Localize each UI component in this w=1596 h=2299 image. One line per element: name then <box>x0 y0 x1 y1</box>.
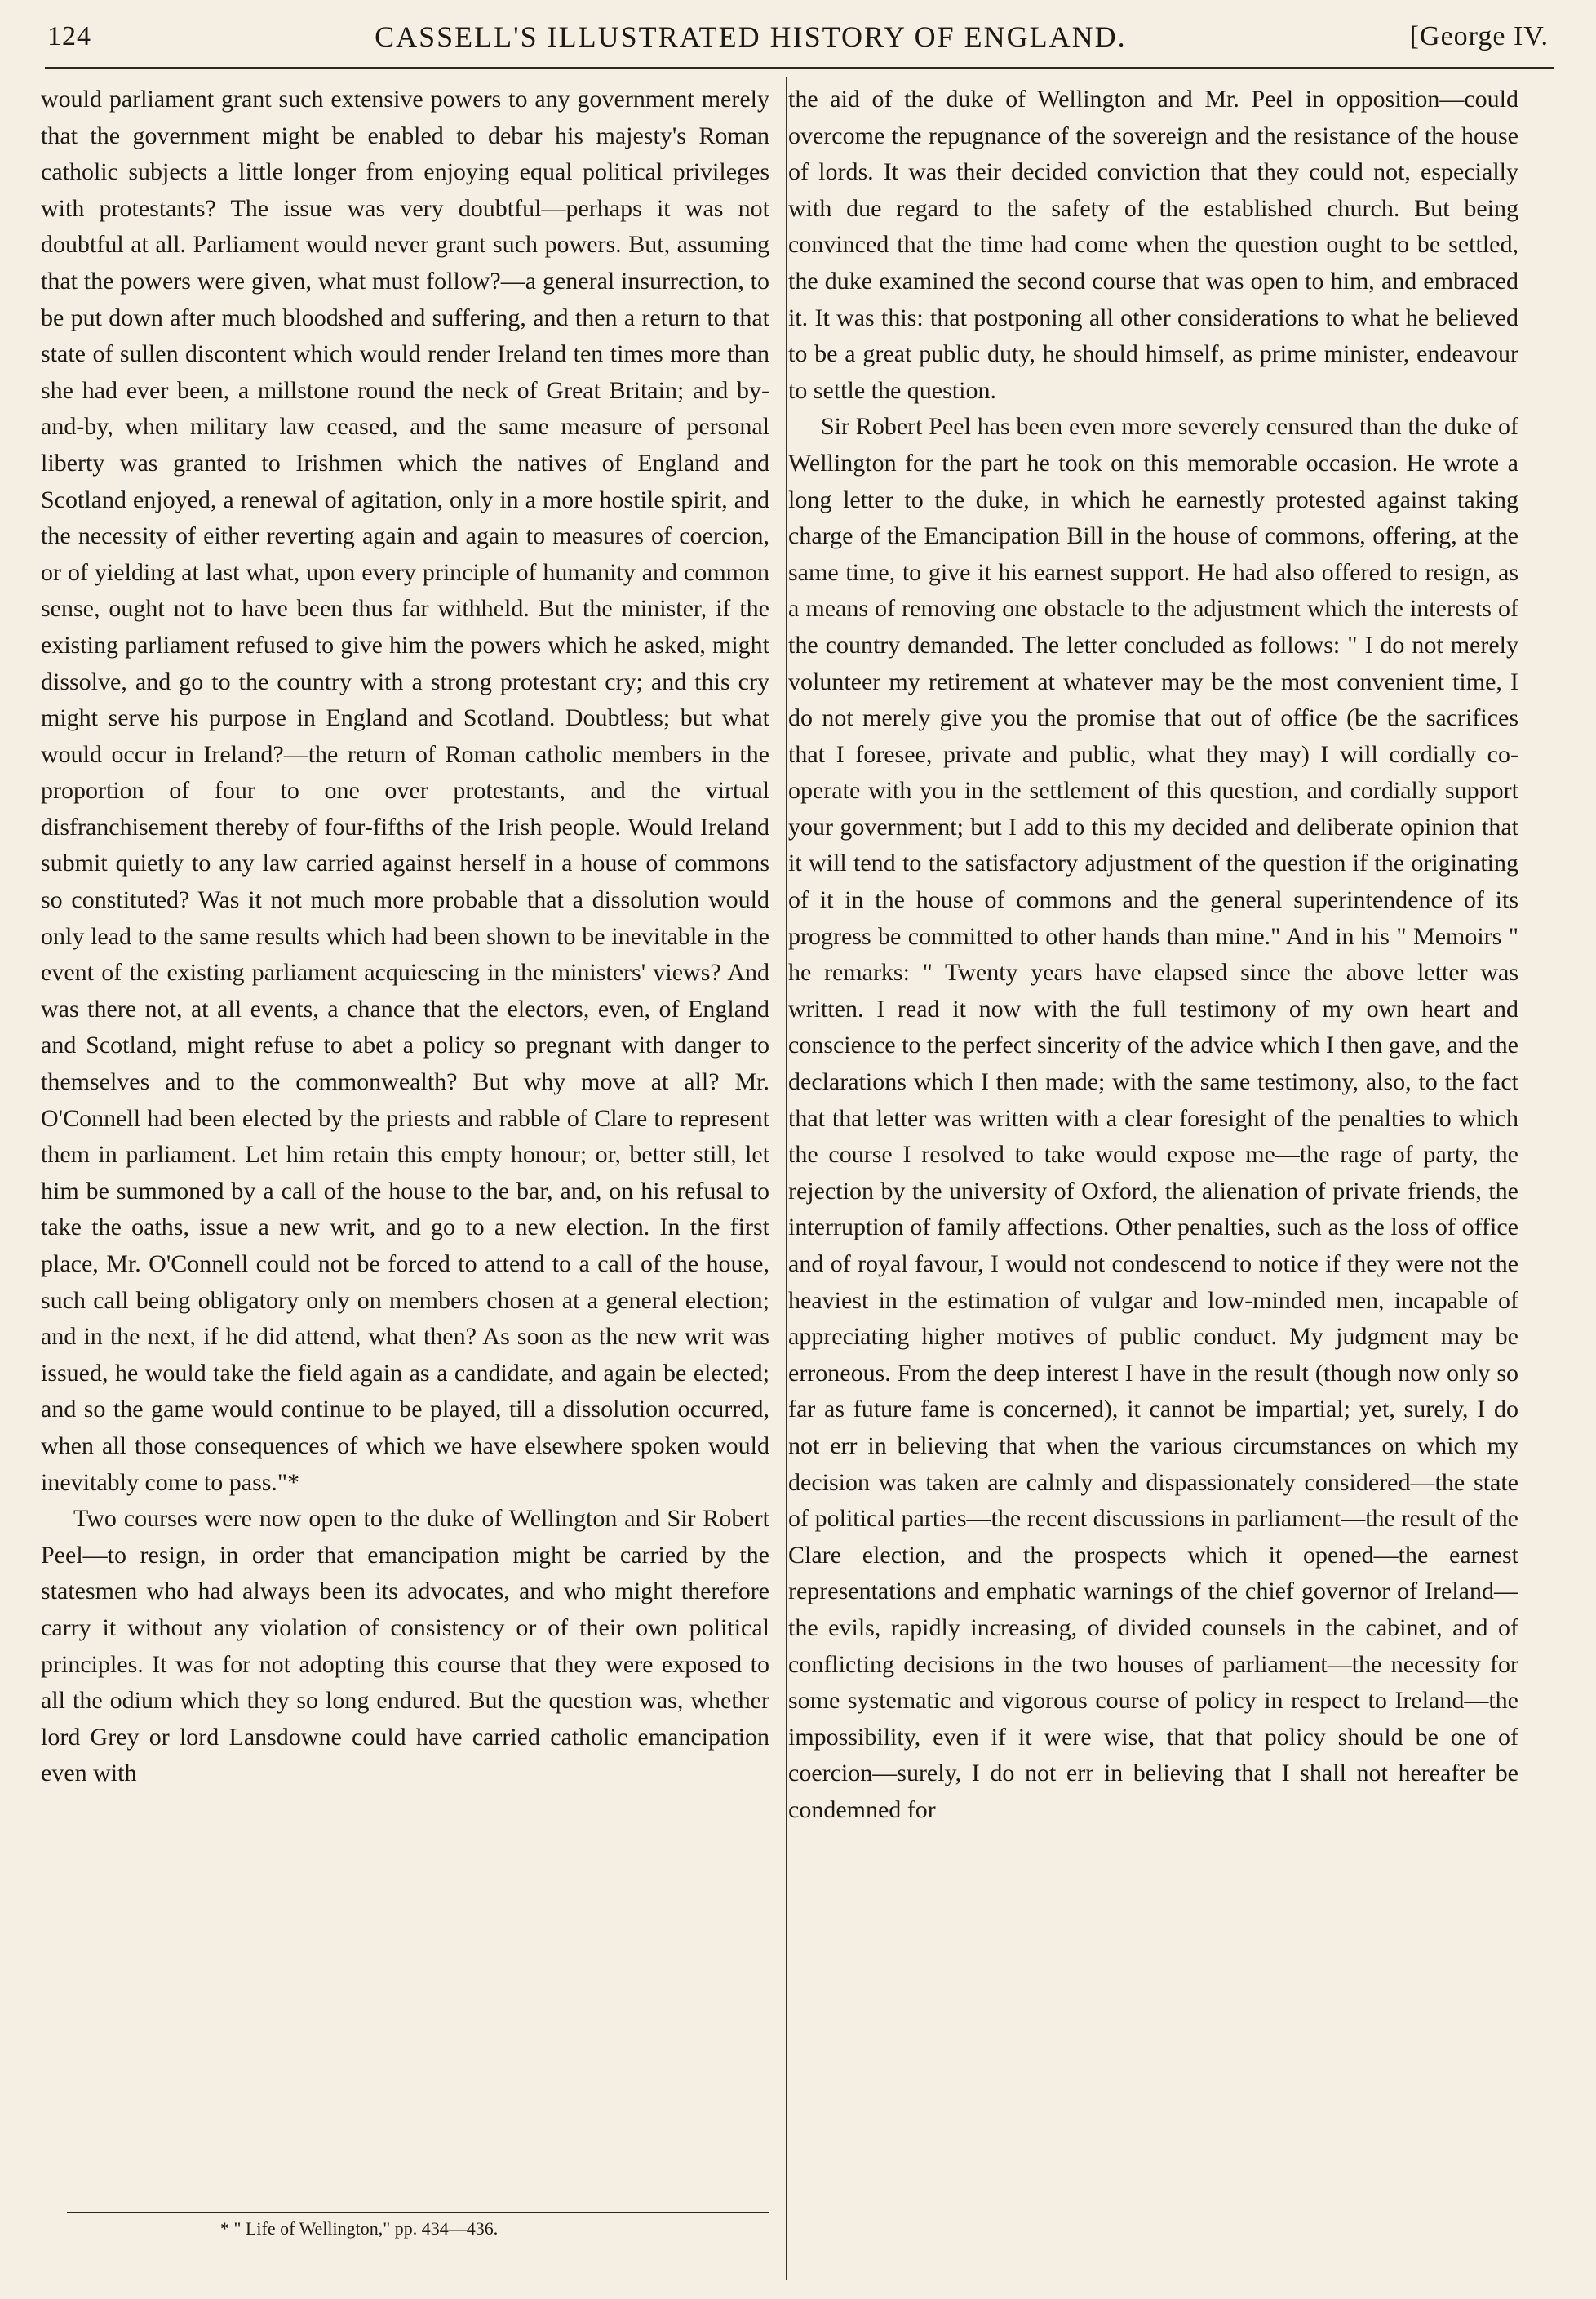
section-label: [George IV. <box>1409 21 1549 51</box>
header-rule <box>45 67 1554 69</box>
right-column <box>788 82 1518 2187</box>
book-title: CASSELL'S ILLUSTRATED HISTORY OF ENGLAND. <box>375 20 1127 53</box>
running-head <box>47 11 1549 62</box>
paragraph: the aid of the duke of Wellington and Mr. Peel in opposition—could overcome the repugnance of the sovereign and the resistance of the house of lords. It was their decided conviction that they could not, especially with due regard to the safety of the established church. But being convinced that the time had come when the question ought to be settled, the duke examined the second course that was open to him, and embraced it. It was this: that postponing all other considerations to what he believed to be a great public duty, he should himself, as prime minister, endeavour to settle the question. <box>788 86 1518 404</box>
column-divider <box>786 77 787 2280</box>
left-column <box>41 82 769 2187</box>
page-number: 124 <box>47 21 91 51</box>
footnote: * " Life of Wellington," pp. 434—436. <box>220 2218 499 2239</box>
paragraph: Two courses were now open to the duke of Wellington and Sir Robert Peel—to resign, in order that emancipation might be carried by the statesmen who had always been its advocates, and who might therefore carry it without any violation of consistency or of their own political principles. It was for not adopting this course that they were exposed to all the odium which they so long endured. But the question was, whether lord Grey or lord Lansdowne could have carried catholic emancipation even with <box>41 1505 769 1787</box>
footnote-rule <box>67 2212 769 2213</box>
paragraph: Sir Robert Peel has been even more severely censured than the duke of Wellington for the part he took on this memorable occasion. He wrote a long letter to the duke, in which he earnestly protested against taking charge of the Emancipation Bill in the house of commons, offering, at the same time, to give it his earnest support. He had also offered to resign, as a means of removing one obstacle to the adjustment which the interests of the country demanded. The letter concluded as follows: " I do not merely volunteer my retirement at whatever may be the most convenient time, I do not merely give you the promise that out of office (be the sacrifices that I foresee, private and public, what they may) I will cordially co-operate with you in the settlement of this question, and cordially support your government; but I add to this my decided and deliberate opinion that it will tend to the satisfactory adjustment of the question if the originating of it in the house of commons and the general superintendence of its progress be committed to other hands than mine." And in his " Memoirs " he remarks: " Twenty years have elapsed since the above letter was written. I read it now with the full testimony of my own heart and conscience to the perfect sincerity of the advice which I then gave, and the declarations which I then made; with the same testimony, also, to the fact that that letter was written with a clear foresight of the penalties to which the course I resolved to take would expose me—the rage of party, the rejection by the university of Oxford, the alienation of private friends, the interruption of family affections. Other penalties, such as the loss of office and of royal favour, I would not condescend to notice if they were not the heaviest in the estimation of vulgar and low-minded men, incapable of appreciating higher motives of public conduct. My judgment may be erroneous. From the deep interest I have in the result (though now only so far as future fame is concerned), it cannot be impartial; yet, surely, I do not err in believing that when the various circumstances on which my decision was taken are calmly and dispassionately considered—the state of political parties—the recent discussions in parliament—the result of the Clare election, and the prospects which it opened—the earnest representations and emphatic warnings of the chief governor of Ireland—the evils, rapidly increasing, of divided counsels in the cabinet, and of conflicting decisions in the two houses of parliament—the necessity for some systematic and vigorous course of policy in respect to Ireland—the impossibility, even if it were wise, that that policy should be one of coercion—surely, I do not err in believing that I shall not hereafter be condemned for <box>788 413 1518 1823</box>
paragraph: would parliament grant such extensive powers to any government merely that the government might be enabled to debar his majesty's Roman catholic subjects a little longer from enjoying equal political privileges with protestants? The issue was very doubtful—perhaps it was not doubtful at all. Parliament would never grant such powers. But, assuming that the powers were given, what must follow?—a general insurrection, to be put down after much bloodshed and suffering, and then a return to that state of sullen discontent which would render Ireland ten times more than she had ever been, a millstone round the neck of Great Britain; and by-and-by, when military law ceased, and the same measure of personal liberty was granted to Irishmen which the natives of England and Scotland enjoyed, a renewal of agitation, only in a more hostile spirit, and the necessity of either reverting again and again to measures of coercion, or of yielding at last what, upon every principle of humanity and common sense, ought not to have been thus far withheld. But the minister, if the existing parliament refused to give him the powers which he asked, might dissolve, and go to the country with a strong protestant cry; and this cry might serve his purpose in England and Scotland. Doubtless; but what would occur in Ireland?—the return of Roman catholic members in the proportion of four to one over protestants, and the virtual disfranchisement thereby of four-fifths of the Irish people. Would Ireland submit quietly to any law carried against herself in a house of commons so constituted? Was it not much more probable that a dissolution would only lead to the same results which had been shown to be inevitable in the event of the existing parliament acquiescing in the ministers' views? And was there not, at all events, a chance that the electors, even, of England and Scotland, might refuse to abet a policy so pregnant with danger to themselves and to the commonwealth? But why move at all? Mr. O'Connell had been elected by the priests and rabble of Clare to represent them in parliament. Let him retain this empty honour; or, better still, let him be summoned by a call of the house to the bar, and, on his refusal to take the oaths, issue a new writ, and go to a new election. In the first place, Mr. O'Connell could not be forced to attend to a call of the house, such call being obligatory only on members chosen at a general election; and in the next, if he did attend, what then? As soon as the new writ was issued, he would take the field again as a candidate, and again be elected; and so the game would continue to be played, till a dissolution occurred, when all those consequences of which we have elsewhere spoken would inevitably come to pass."* <box>41 86 769 1496</box>
